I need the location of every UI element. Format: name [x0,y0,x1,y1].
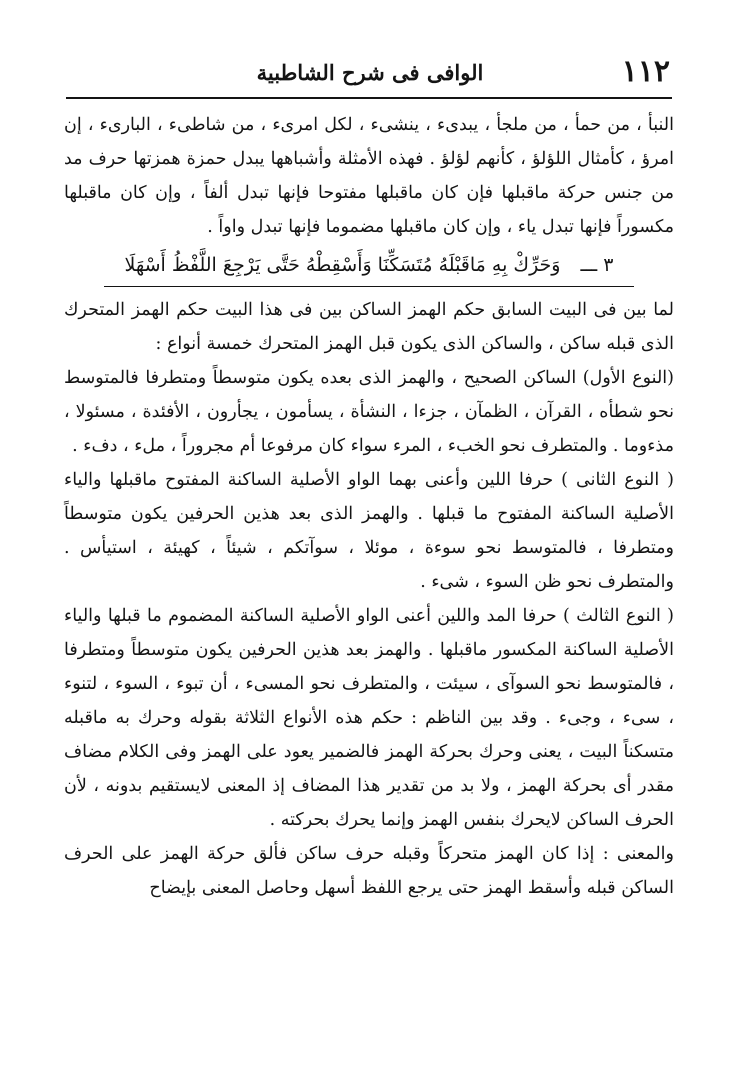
verse-text: وَحَرِّكْ بِهِ مَاقَبْلَهُ مُتَسَكِّنَا وَأَسْقِطْهُ حَتَّى يَرْجِعَ اللَّفْظُ أَسْهَلَا [124,254,561,276]
verse-line [64,246,674,284]
body-text [64,108,674,905]
verse-divider [104,286,634,287]
paragraph-type-2: ( النوع الثانى ) حرفا اللين وأعنى بهما الواو الأصلية الساكنة المفتوح ماقبلها والياء الأصلية الساكنة المفتوح ما قبلها . والهمز الذى بعد هذين الحرفين يكون متوسطاً ومتطرفا ، فالمتوسط نحو سوءة ، موئلا ، سوآتكم ، شيئاً ، كهيئة ، استيأس . والمتطرف نحو ظن السوء ، شىء . [64,470,674,592]
paragraph-intro: لما بين فى البيت السابق حكم الهمز الساكن بين فى هذا البيت حكم الهمز المتحرك الذى قبله ساكن ، والساكن الذى يكون قبل الهمز المتحرك خمسة أنواع : [64,300,674,354]
paragraph-meaning: والمعنى : إذا كان الهمز متحركاً وقبله حرف ساكن فألق حركة الهمز على الحرف الساكن قبله وأسقط الهمز حتى يرجع اللفظ أسهل وحاصل المعنى بإيضاح [64,844,674,898]
running-title: الوافى فى شرح الشاطبية [256,60,484,85]
page-header [70,52,670,96]
page-number: ١١٢ [621,54,670,89]
verse-number: ٣ ـــ [580,254,614,276]
paragraph-type-1: (النوع الأول) الساكن الصحيح ، والهمز الذى بعده يكون متوسطاً ومتطرفا فالمتوسط نحو شطأه ، القرآن ، الظمآن ، جزءا ، النشأة ، يسأمون ، يجأرون ، الأفئدة ، مسئولا ، مذءوما . والمتطرف نحو الخبء ، المرء سواء كان مرفوعا أم مجروراً ، ملء ، دفء . [64,368,674,456]
paragraph-examples: النبأ ، من حمأ ، من ملجأ ، يبدىء ، ينشىء ، لكل امرىء ، من شاطىء ، البارىء ، إن امرؤ ، كأمثال اللؤلؤ ، كأنهم لؤلؤ . فهذه الأمثلة وأشباهها يبدل حمزة همزتها حرف مد من جنس حركة ماقبلها فإن كان ماقبلها مفتوحا فإنها تبدل ألفاً ، وإن كان ماقبلها مكسوراً فإنها تبدل ياء ، وإن كان ماقبلها مضموما فإنها تبدل واواً . [64,115,674,237]
paragraph-type-3: ( النوع الثالث ) حرفا المد واللين أعنى الواو الأصلية الساكنة المضموم ما قبلها والياء الأصلية الساكنة المكسور ماقبلها . والهمز بعد هذين الحرفين يكون متوسطاً ومتطرفا ، فالمتوسط نحو السوآى ، سيئت ، والمتطرف نحو المسىء ، أن تبوء ، السوء ، لتنوء ، سىء ، وجىء . وقد بين الناظم : حكم هذه الأنواع الثلاثة بقوله وحرك به ماقبله متسكناً البيت ، يعنى وحرك بحركة الهمز فالضمير يعود على الهمز وفى الكلام مضاف مقدر أى بحركة الهمز ، ولا بد من تقدير هذا المضاف إذ المعنى لايستقيم بدونه ، لأن الحرف الساكن لايحرك بنفس الهمز وإنما يحرك بحركته . [64,606,674,830]
header-rule [66,97,672,99]
